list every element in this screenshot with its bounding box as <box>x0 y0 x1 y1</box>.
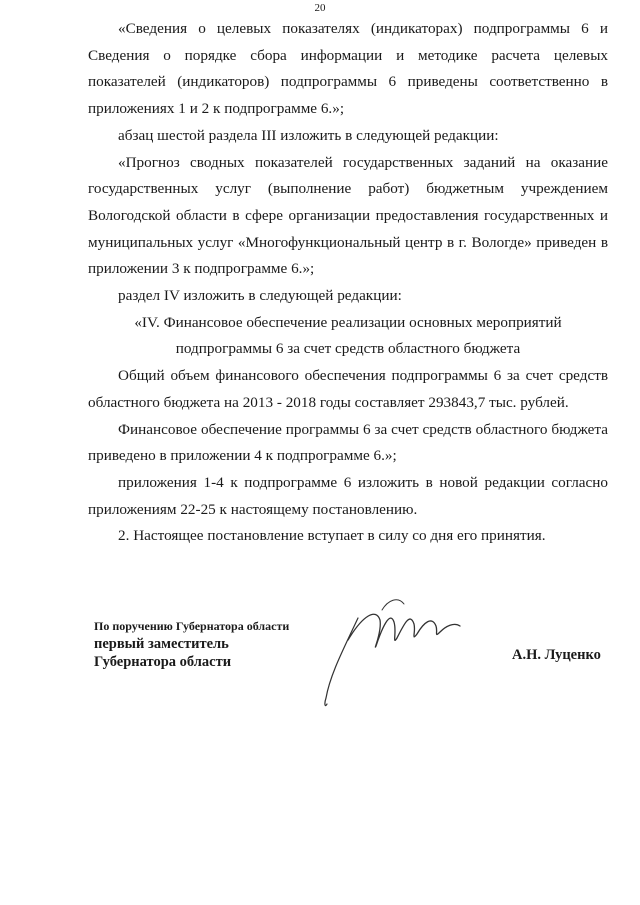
signature-line-governor: Губернатора области <box>94 654 232 670</box>
signature-line-on-behalf: По поручению Губернатора области <box>94 619 290 633</box>
paragraph-indicators: «Сведения о целевых показателях (индикаторах) подпрограммы 6 и Сведения о порядке сбора информации и методике расчета целевых показателей (индикаторов) подпрограммы 6 приведены соответственно в приложениях 1 и 2 к подпрограмме 6.»; <box>88 20 608 118</box>
signature-block <box>94 617 289 671</box>
paragraph-funding-annex: Финансовое обеспечение программы 6 за счет средств областного бюджета приведено в приложении 4 к подпрограмме 6.»; <box>88 420 608 465</box>
paragraph-forecast: «Прогноз сводных показателей государственных заданий на оказание государственных услуг (выполнение работ) бюджетным учреждением Вологодской области в сфере организации предоставления государственных и муниципальных услуг «Многофункциональный центр в г. Вологде» приведен в приложении 3 к подпрограмме 6.»; <box>88 153 608 278</box>
paragraph-section-4-instruction: раздел IV изложить в следующей редакции: <box>118 287 402 305</box>
paragraph-total-funding: Общий объем финансового обеспечения подпрограммы 6 за счет средств областного бюджета на 2013 - 2018 годы составляет 293843,7 тыс. рублей. <box>88 367 608 411</box>
paragraph-effective-date: 2. Настоящее постановление вступает в силу со дня его принятия. <box>118 527 546 545</box>
signature-line-position: первый заместитель <box>94 636 229 652</box>
page-number: 20 <box>314 2 326 14</box>
handwritten-signature <box>318 580 478 710</box>
section-4-heading: «IV. Финансовое обеспечение реализации основных мероприятий подпрограммы 6 за счет средств областного бюджета <box>134 313 562 358</box>
paragraph-section-3-instruction: абзац шестой раздела III изложить в следующей редакции: <box>118 126 499 144</box>
document-body <box>88 16 608 550</box>
signer-name: А.Н. Луценко <box>512 647 601 663</box>
paragraph-annexes-instruction: приложения 1-4 к подпрограмме 6 изложить в новой редакции согласно приложениям 22-25 к настоящему постановлению. <box>88 473 608 518</box>
